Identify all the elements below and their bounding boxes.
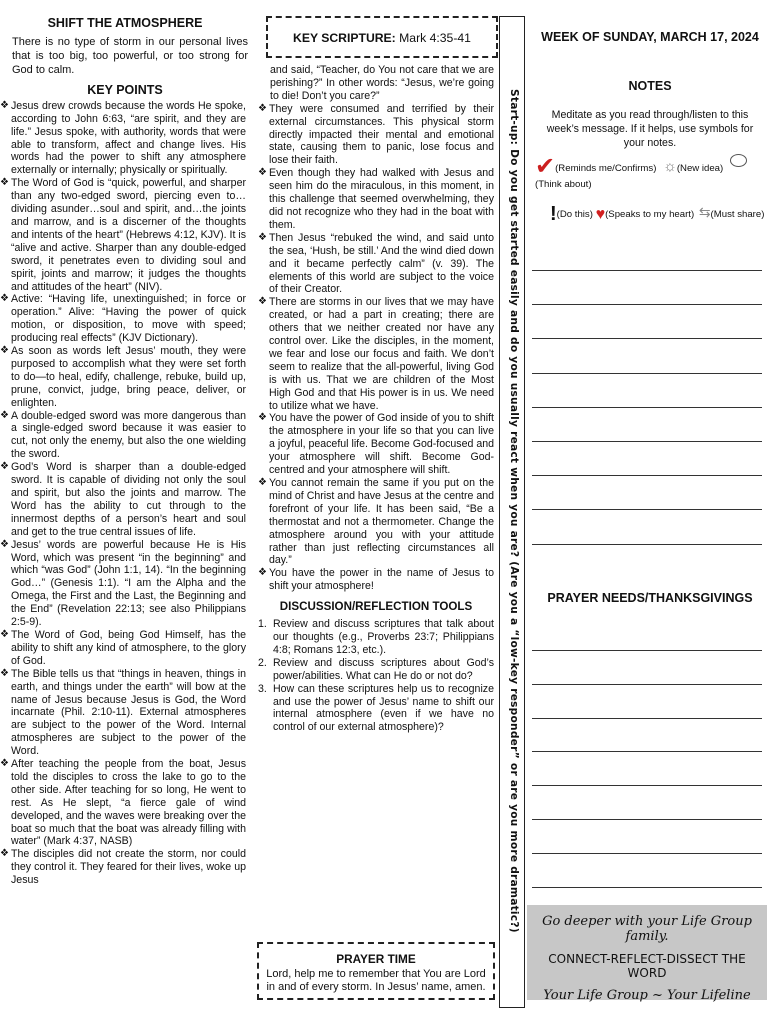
bullet-point [0,758,246,848]
legend-label-think-about: (Think about) [535,179,592,190]
bullet-text: You have the power of God inside of you to shift the atmosphere in your life so that you can live a joyful, peaceful life. Become God-focused and your atmosphere will shift. Become God-centred and your atmosphere will shift. [269,412,494,477]
middle-column [258,64,494,734]
diamond-bullet-icon: ❖ [0,538,9,550]
writing-line [532,373,762,374]
writing-line [532,785,762,786]
diamond-bullet-icon: ❖ [258,567,267,579]
legend-label-new-idea: (New idea) [676,163,724,174]
scripture-continuation: and said, “Teacher, do You not care that we are perishing?” In other words: “Jesus, we’re going to die! Don’t you care?” [270,64,494,102]
bullet-point [258,567,494,593]
discussion-text: How can these scriptures help us to recognize and use the power of Jesus’ name to shift our internal atmosphere (even if we have no control of our external atmosphere)? [273,682,494,734]
bullet-point [258,477,494,567]
discussion-heading: DISCUSSION/REFLECTION TOOLS [279,600,473,614]
bullet-point [0,848,246,887]
bullet-point [0,410,246,462]
diamond-bullet-icon: ❖ [258,412,267,424]
bullet-text: Jesus’ words are powerful because He is His Word, which was present “in the beginning” and which “was God” (John 1:1, 14). “In the beginning God…” (Genesis 1:1). “I am the Alpha and the Omega, the First and the Last, the Beginning and the End” (Revelation 22:13; see also Philippians 2:5-9). [11,538,246,629]
bullet-text: God’s Word is sharper than a double-edged sword. It is capable of dividing not only the soul and spirit, but also the joints and marrow. The Word has the ability to cut through to the innermost depths of a person’s heart and soul and get to the true central issues of life. [11,461,246,538]
discussion-number: 3. [258,682,267,695]
prayer-time-heading: PRAYER TIME [336,952,416,966]
bullet-text: Jesus drew crowds because the words He spoke, according to John 6:63, “are spirit, and they are life.” Jesus spoke, with authority, words that were able to transform, affect and change lives. His words had the power to shift any atmosphere externally or internally; physically or spiritually. [11,99,246,177]
writing-line [532,304,762,305]
bullet-text: After teaching the people from the boat, Jesus told the disciples to cross the lake to go to the other side. After teaching for so long, He went to rest. As He slept, “a fierce gale of wind developed, and the waves were breaking over the boat so much that the boat was already filling with water” (Mark 4:37, NASB) [11,758,246,848]
writing-line [532,887,762,888]
discussion-item [258,618,494,657]
writing-line [532,270,762,271]
heart-icon: ♥ [595,206,606,223]
bullet-text: Even though they had walked with Jesus and seen him do the miraculous, in this moment, in this challenge that seemed overwhelming, they did not recognize who they had in the boat with them. [269,167,494,231]
bullet-point [0,100,246,177]
diamond-bullet-icon: ❖ [0,758,9,770]
legend-label-do-this: (Do this) [556,209,593,220]
discussion-text: Review and discuss scriptures about God’s power/abilities. What can He do or not do? [273,656,494,682]
discussion-number: 1. [258,618,267,631]
startup-question-band [499,16,525,1008]
discussion-number: 2. [258,656,267,669]
left-column [0,0,250,887]
bullet-text: The Word of God, being God Himself, has the ability to shift any kind of atmosphere, to the glory of God. [11,628,246,667]
diamond-bullet-icon: ❖ [258,231,267,243]
diamond-bullet-icon: ❖ [0,293,9,305]
diamond-bullet-icon: ❖ [258,167,267,179]
footer-line-1: Go deeper with your Life Group family. [542,914,752,944]
diamond-bullet-icon: ❖ [258,477,267,488]
notes-heading: NOTES [628,78,672,93]
discussion-list [258,618,494,734]
legend-label-must-share: (Must share) [710,209,765,220]
bullet-point [0,629,246,668]
footer-line-2: CONNECT-REFLECT-DISSECT THE WORD [548,952,746,980]
notes-intro: Meditate as you read through/listen to this week’s message. If it helps, use symbols for your notes. [546,108,754,149]
prayer-needs-heading: PRAYER NEEDS/THANKSGIVINGS [547,591,753,605]
writing-line [532,475,762,476]
checkmark-icon: ✔ [535,153,556,180]
legend-label-speaks: (Speaks to my heart) [605,209,695,220]
bullet-point [258,167,494,232]
key-points-list [0,100,246,887]
startup-question-text: Start-up: Do you get started easily and do you usually react when you are? (Are you a “low-key responder” or are you more dramatic?) [508,89,520,933]
writing-line [532,853,762,854]
bullet-point [0,293,246,345]
symbol-legend-row-1 [535,154,770,192]
intro-paragraph: There is no type of storm in our personal lives that is too big, too powerful, or too strong for God to calm. [12,35,248,76]
bullet-point [0,539,246,629]
diamond-bullet-icon: ❖ [0,409,9,421]
bullet-text: As soon as words left Jesus’ mouth, they were purposed to accomplish what they were set forth to do—to heal, edify, challenge, rebuke, build up, prune, convict, judge, bring peace, deliver, or enlighten. [11,345,246,409]
writing-line [532,718,762,719]
diamond-bullet-icon: ❖ [258,102,267,114]
thought-bubble-icon [730,154,747,167]
legend-label-reminds: (Reminds me/Confirms) [555,163,657,174]
discussion-text: Review and discuss scriptures that talk about our thoughts (e.g., Proverbs 23:7; Philippians 4:8; Romans 12:3, etc.). [273,618,494,656]
diamond-bullet-icon: ❖ [0,99,9,111]
bullet-point [0,461,246,538]
bullet-point [0,345,246,410]
bullet-text: They were consumed and terrified by their external circumstances. This physical storm directly impacted their mental and emotional state, causing them to panic, lose focus and lose their faith. [269,102,494,167]
writing-line [532,751,762,752]
writing-line [532,441,762,442]
bullet-point [0,177,246,293]
lightbulb-icon: ☼ [663,158,677,175]
key-scripture-label: KEY SCRIPTURE: [293,31,396,45]
key-scripture-box [266,16,498,58]
diamond-bullet-icon: ❖ [258,296,267,308]
prayer-time-box [257,942,495,1000]
bullet-point [258,103,494,168]
discussion-item [258,683,494,735]
diamond-bullet-icon: ❖ [0,628,9,640]
writing-line [532,338,762,339]
diamond-bullet-icon: ❖ [0,461,9,473]
footer-line-3: Your Life Group ~ Your Lifeline [543,988,751,1003]
writing-line [532,509,762,510]
article-title: SHIFT THE ATMOSPHERE [47,16,203,30]
prayer-text: Lord, help me to remember that You are Lord in and of every storm. In Jesus’ name, amen. [266,967,486,993]
bullet-point [258,412,494,477]
bullet-text: The Word of God is “quick, powerful, and sharper than any two-edged sword, piercing even to…dividing asunder…soul and spirit, and…the joints and marrow, and is a discerner of the thoughts and intents of the heart” (Hebrews 4:12, KJV). It is “alive and active. Sharper than any double-edged sword, it penetrates even to dividing soul and spirit, joints and marrow; it judges the thoughts and attitudes of the heart” (NIV). [11,177,246,293]
writing-line [532,684,762,685]
bullet-text: The disciples did not create the storm, nor could they control it. They feared for their lives, woke up Jesus [11,848,246,887]
bullet-point [258,296,494,412]
bullet-text: There are storms in our lives that we may have created, or had a part in creating; there are others that we neither created nor have any control over. Like the disciples, in the moment, we fear and lose our focus and faith. We don’t seem to realize that the all-powerful, living God is with us. That we are children of the Most High God and that His power is in us. We need to utilize what we have. [269,296,494,412]
bullet-text: You have the power in the name of Jesus to shift your atmosphere! [269,567,494,593]
diamond-bullet-icon: ❖ [0,345,9,357]
bullet-text: The Bible tells us that “things in heaven, things in earth, and things under the earth” will bow at the name of Jesus because Jesus is God, the Word incarnate (Phil. 2:10-11). External atmospheres are subject to the power of the Word. Internal atmospheres are subject to the power of the Word. [11,667,246,758]
writing-line [532,650,762,651]
key-points-heading: KEY POINTS [87,82,163,97]
diamond-bullet-icon: ❖ [0,177,9,189]
writing-line [532,819,762,820]
diamond-bullet-icon: ❖ [0,667,9,679]
share-arrows-icon: ⇆ [698,204,711,220]
week-heading: WEEK OF SUNDAY, MARCH 17, 2024 [541,30,759,44]
writing-line [532,407,762,408]
writing-line [532,544,762,545]
bullet-text: Active: “Having life, unextinguished; in force or operation.” Alive: “Having the power of quick motion, or disposition, to move with speed; producing real effects” (KJV Dictionary). [11,293,246,345]
bullet-point [258,232,494,297]
symbol-legend-row-2 [550,203,770,225]
bullet-text: A double-edged sword was more dangerous than a single-edged sword because it was easier to cut, not only the enemy, but also the one wielding the sword. [11,409,246,461]
bullet-text: You cannot remain the same if you put on the mind of Christ and have Jesus at the centre and forefront of your life. It has been said, “Be a thermostat and not a thermometer. Change the atmosphere around you with your attitude rather than just reflecting circumstances all day.” [269,477,494,567]
diamond-bullet-icon: ❖ [0,848,9,860]
exclamation-icon: ! [550,203,557,225]
discussion-item [258,657,494,683]
bullet-text: Then Jesus “rebuked the wind, and said unto the sea, ‘Hush, be still.’ And the wind died down and it became perfectly calm” (v. 39). The elements of this world are subject to the voice of their Creator. [269,231,494,296]
bullet-point [0,668,246,758]
middle-points-list [258,103,494,593]
key-scripture-ref: Mark 4:35-41 [399,31,471,45]
life-group-footer [527,905,767,1003]
right-column [530,0,770,150]
